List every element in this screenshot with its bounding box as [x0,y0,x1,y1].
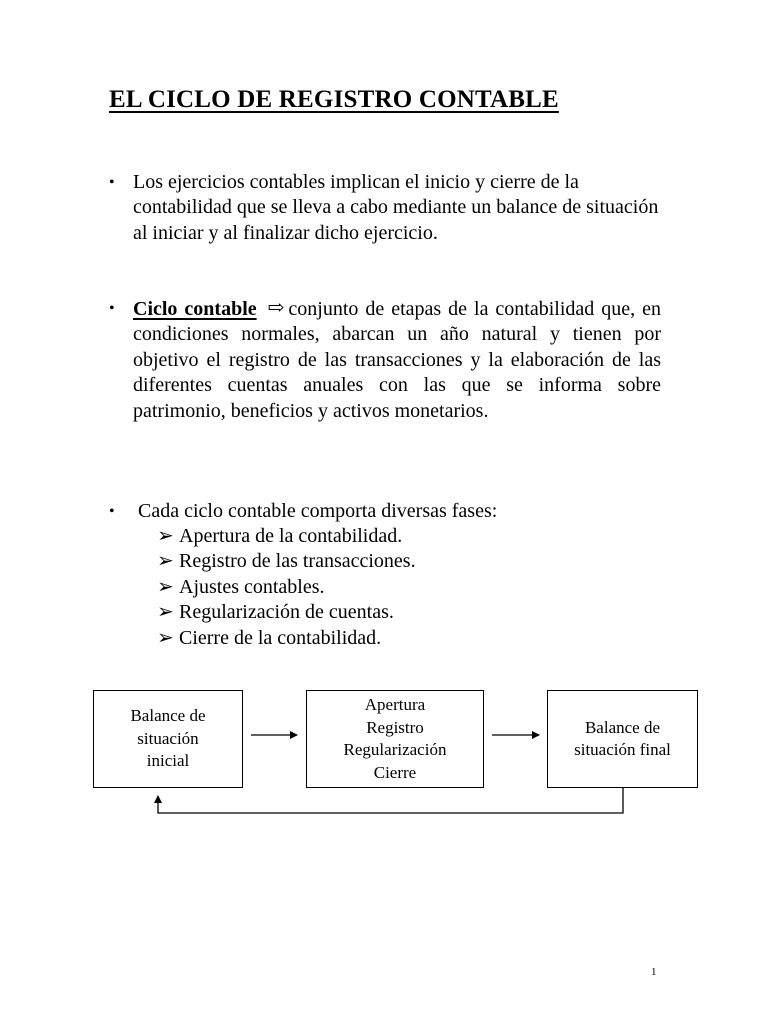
phase-item [157,575,416,600]
box-line: inicial [146,751,190,771]
arrowhead-bullet-icon: ➢ [157,601,174,624]
phase-label: Apertura de la contabilidad. [179,525,403,547]
box-line: Registro [366,717,424,737]
bullet-text [133,296,661,424]
phase-item [157,549,416,574]
hollow-arrow-icon: ⇨ [267,297,285,319]
bullet-ejercicios [109,170,661,246]
bullet-text: Los ejercicios contables implican el inicio y cierre de la contabilidad que se lleva a cabo mediante un balance de situación al iniciar y al finalizar dicho ejercicio. [133,171,659,244]
bullet-dot: • [109,174,115,191]
phase-list [157,524,416,651]
box-line: Apertura [364,695,426,714]
term-ciclo-contable: Ciclo contable [133,298,257,320]
phase-item [157,626,416,651]
box-process-steps [306,690,484,788]
phase-label: Cierre de la contabilidad. [179,626,382,649]
phase-item [157,524,416,549]
box-line: situación [137,728,199,748]
page-number: 1 [651,966,657,978]
bullet-dot: • [109,300,115,317]
bullet-dot: • [109,503,115,520]
bullet-ciclo-contable [109,296,661,424]
box-balance-final [547,690,698,788]
flow-return-loop [158,788,623,813]
bullet-text: Cada ciclo contable comporta diversas fases: [138,500,498,522]
definition-text: conjunto de etapas de la contabilidad que, en condiciones normales, abarcan un año natural y tienen por objetivo el registro de las transacciones y la elaboración de las diferentes cuentas anuales con las que se informa sobre patrimonio, beneficios y activos monetarios. [133,298,662,422]
box-line: Regularización [343,740,447,759]
document-title: EL CICLO DE REGISTRO CONTABLE [109,86,559,113]
phase-label: Registro de las transacciones. [179,550,416,573]
arrowhead-bullet-icon: ➢ [157,575,174,598]
bullet-fases [109,499,661,524]
box-line: Balance de [130,706,206,726]
phase-label: Ajustes contables. [179,575,325,598]
box-line: Cierre [373,762,417,782]
arrowhead-bullet-icon: ➢ [157,550,174,573]
arrowhead-bullet-icon: ➢ [157,626,174,649]
phase-label: Regularización de cuentas. [179,601,394,624]
arrowhead-bullet-icon: ➢ [157,525,174,547]
box-balance-inicial [93,690,243,788]
box-line: Balance de [584,717,661,737]
box-line: situación final [574,740,671,759]
phase-item [157,600,416,625]
